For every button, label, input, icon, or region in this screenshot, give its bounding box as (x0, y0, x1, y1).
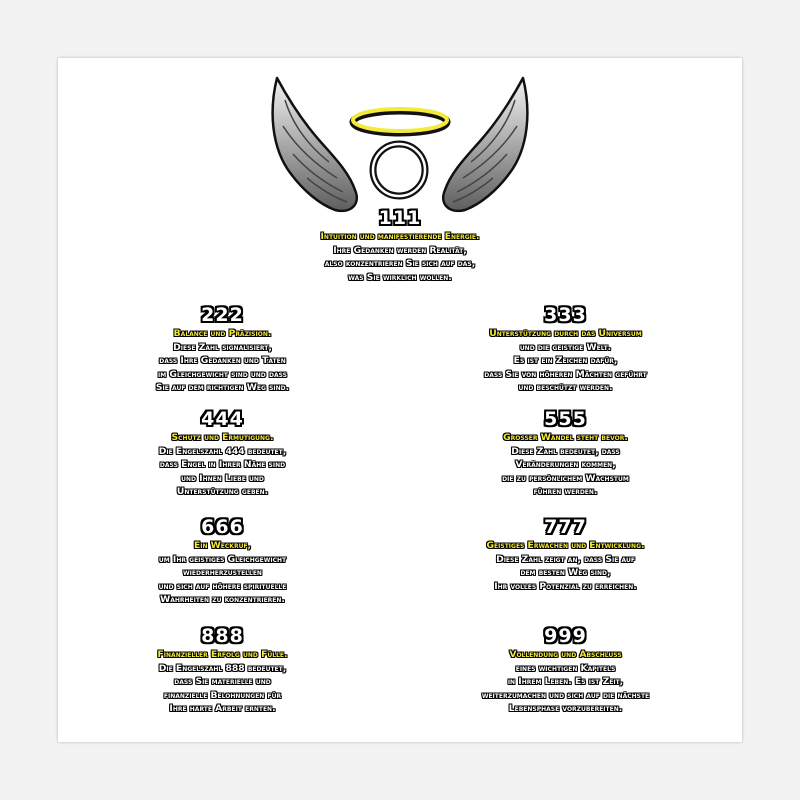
entry-line: Diese Zahl zeigt an, dass Sie auf (496, 553, 635, 565)
halo-icon (353, 109, 447, 133)
entry-heading: Finanzieller Erfolg und Fülle. (157, 649, 288, 660)
angel-number: 333 (544, 304, 587, 326)
angel-number: 222 (201, 304, 244, 326)
entry-777 (423, 517, 708, 593)
entry-heading: Ein Weckruf, (193, 540, 252, 551)
entry-888 (100, 626, 345, 716)
left-wing-icon (273, 78, 357, 211)
entry-999 (423, 626, 708, 716)
right-wing-icon (443, 78, 527, 211)
entry-line: Die Engelszahl 888 bedeutet, (158, 662, 287, 674)
entry-line: finanzielle Belohnungen für (163, 689, 282, 701)
entry-line: Ihre Gedanken werden Realität, (333, 244, 467, 256)
entry-line: Lebensphase vorzubereiten. (508, 703, 623, 714)
entry-line: und beschützt werden. (518, 382, 613, 393)
entry-line: Veränderungen kommen, (515, 459, 616, 470)
entry-line: eines wichtigen Kapitels (515, 662, 616, 674)
entry-line: Unterstützung geben. (176, 486, 269, 497)
entry-line: weiterzumachen und sich auf die nächste (481, 689, 650, 701)
entry-111 (250, 208, 550, 284)
entry-line: und die geistige Welt. (519, 341, 612, 353)
angel-number: 444 (201, 408, 244, 430)
entry-line: in Ihrem Leben. Es ist Zeit, (507, 676, 624, 687)
entry-line: also konzentrieren Sie sich auf das, (324, 258, 476, 269)
entry-heading: Schutz und Ermutigung. (171, 432, 274, 443)
entry-line: dass Ihre Gedanken und Taten (159, 355, 286, 366)
entry-line: Wahrheiten zu konzentrieren. (160, 594, 285, 605)
entry-line: führen werden. (533, 486, 598, 497)
entry-line: Es ist ein Zeichen dafür, (513, 355, 618, 366)
entry-line: Sie auf dem richtigen Weg sind. (155, 382, 290, 393)
entry-line: wiederherzustellen (183, 567, 262, 578)
entry-line: Die Engelszahl 444 bedeutet, (158, 445, 287, 457)
entry-line: und Ihnen Liebe und (181, 472, 264, 484)
entry-line: und sich auf höhere spirituelle (158, 580, 287, 592)
entry-heading: Unterstützung durch das Universum (489, 328, 642, 339)
poster (58, 58, 742, 742)
entry-line: Ihre harte Arbeit ernten. (169, 703, 276, 714)
ring-icon (373, 144, 425, 196)
angel-wings-halo-icon (263, 70, 537, 220)
entry-line: um Ihr geistiges Gleichgewicht (158, 553, 287, 565)
angel-number: 888 (201, 625, 244, 647)
entry-555 (423, 409, 708, 499)
entry-line: dass Sie materielle und (174, 676, 271, 687)
entry-444 (100, 409, 345, 499)
angel-number: 111 (378, 207, 422, 229)
entry-666 (100, 517, 345, 607)
entry-line: Diese Zahl bedeutet, dass (511, 445, 620, 457)
entry-heading: Balance und Präzision. (173, 328, 272, 339)
entry-line: Diese Zahl signalisiert, (173, 341, 272, 353)
entry-heading: Vollendung und Abschluss (509, 649, 622, 660)
entry-line: die zu persönlichem Wachstum (502, 472, 629, 484)
entry-222 (100, 305, 345, 395)
angel-number: 777 (544, 516, 587, 538)
entry-heading: Geistiges Erwachen und Entwicklung. (486, 540, 645, 551)
angel-number: 666 (201, 516, 244, 538)
angel-number: 555 (544, 408, 587, 430)
entry-line: im Gleichgewicht sind und dass (158, 368, 287, 380)
entry-heading: Grosser Wandel steht bevor. (503, 432, 628, 443)
entry-heading: Intuition und manifestierende Energie. (320, 231, 480, 242)
entry-line: dass Sie von höheren Mächten geführt (484, 368, 647, 380)
entry-line: Ihr volles Potenzial zu erreichen. (494, 580, 637, 592)
entry-333 (423, 305, 708, 395)
entry-line: dass Engel in Ihrer Nähe sind (159, 459, 286, 470)
entry-line: dem besten Weg sind, (520, 567, 611, 578)
angel-number: 999 (544, 625, 587, 647)
entry-line: was Sie wirklich wollen. (348, 271, 452, 283)
